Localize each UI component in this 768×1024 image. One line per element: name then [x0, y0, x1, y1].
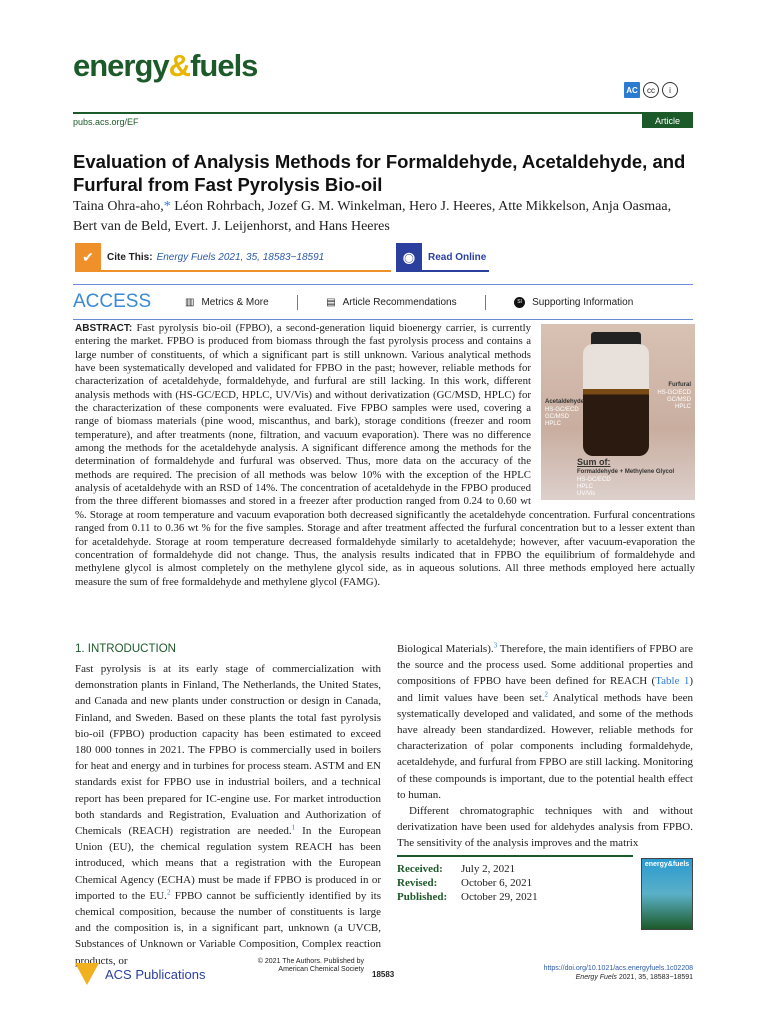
reference-link[interactable]: 2: [544, 689, 548, 698]
divider: [297, 295, 299, 310]
journal-cover-image[interactable]: [641, 858, 693, 930]
toc-graphic: [541, 324, 695, 500]
date-value: October 29, 2021: [461, 891, 538, 903]
jar-image: [583, 344, 649, 456]
text: FPBO cannot be sufficiently identified by its chemical composition, because the number of constituents is large and the composition is, in a significant part, unknown (a UVCB, Substances of Unknown or Variable Composition, Complex reaction products, or: [75, 889, 381, 967]
text: Biological Materials).: [397, 643, 494, 655]
acs-publications-logo[interactable]: [75, 963, 205, 985]
graphic-label: Acetaldehyde: [545, 399, 585, 405]
abstract-text: Fast pyrolysis bio-oil (FPBO), a second-generation liquid bioenergy carrier, is currently entering the market. FPBO is produced from biomass through the fast pyrolysis process and contains a large number of constituents, of which a significant part is still unknown. Various analytical methods have been systematically developed and validated for FPBO in the past; however, reliable methods for characterization of acetaldehyde, formaldehyde, and furfural are still lacking. In this work, different analysis methods with (HS-GC/ECD, HPLC, UV/Vis) and without derivatization (GC/MSD, HPLC) for the characterization of these components were evaluated. Five FPBO samples were used, covering a range of biomass materials (pine wood, miscanthus, and bark), storage conditions (freezer and room temperature), and after treatments (none, filtration, and vacuum evaporation). There was no difference among the methods for the acetaldehyde analysis. A significant difference among the methods for the determination of formaldehyde and furfural was observed. Thus, more data on the accuracy of the methods are required. The precision of all methods was below 10% with the exception of the HPLC analysis of acetaldehyde with an RSD of 14%. The concentration of acetaldehyde in the FPBO produced from the three different biomasses and stored in a freezer after production ranged from 0.24 to 0.60 wt %. Storage at room temperature and vacuum evaporation both decreased significantly the acetaldehyde concentration. Furfural concentrations ranged from 0.11 to 0.36 wt % for the five samples. Storage and after treatment affected the furfural concentration but to a lesser extent than for acetaldehyde. Storage at room temperature decreased formaldehyde similarly to acetaldehyde; however, after vacuum-evaporation the concentration of formaldehyde did not change. Thus, the analysis results indicated that in FPBO the equilibrium of formaldehyde and methylene glycol is almost completely on the methylene glycol side, as in aqueous solutions. All three methods employed here actually measure the sum of free formaldehyde and methylene glycol (FAMG).: [75, 322, 695, 588]
acs-authorchoice-icon[interactable]: AC: [624, 82, 640, 98]
si-icon: SI: [514, 297, 525, 308]
logo-text: energy: [73, 48, 169, 83]
corresponding-author-marker[interactable]: *: [163, 199, 171, 214]
acs-logo-icon: [75, 963, 99, 985]
text: ) and limit values have been set.: [397, 675, 693, 704]
paragraph: Different chromatographic techniques with and without derivatization have been used for aldehydes analysis from FPBO. The sensitivity of the analysis improves and the matrix: [397, 805, 693, 850]
journal-logo: [73, 48, 257, 84]
text: Fast pyrolysis is at its early stage of commercialization with demonstration plants in Finland, The Netherlands, the United States, and Canada and new plants under construction or design in Canada, Finland, and Sweden. Based on these plants the total fast pyrolysis bio-oil (FPBO) production capacity has been estimated to exceed 180 000 tonnes in 2021. The FPBO is commercially used in boilers for heat and energy and in turbines for process steam. ASTM and EN standards exist for FPBO use in industrial boilers, and a technical report has been prepared for IC-engine use. For market introduction both standards and Registration, Evaluation and Authorization of Chemicals (REACH) registration are needed.: [75, 663, 381, 838]
abstract: [75, 322, 695, 589]
article-icon: ▤: [326, 296, 336, 308]
journal-site-link[interactable]: pubs.acs.org/EF: [73, 117, 139, 127]
authors: Léon Rohrbach, Jozef G. M. Winkelman, Hero J. Heeres, Atte Mikkelson, Anja Oasmaa, Bert van de Beld, Evert. J. Leijenhorst, and Hans Heeres: [73, 199, 672, 234]
abstract-label: ABSTRACT:: [75, 323, 133, 334]
date-value: October 6, 2021: [461, 877, 533, 889]
recommendations-link[interactable]: [326, 297, 456, 308]
author-list: [73, 197, 693, 237]
globe-icon: ◉: [396, 243, 422, 271]
cover-text: fuels: [672, 861, 690, 868]
cover-text: &: [667, 861, 673, 868]
recommendations-label: Article Recommendations: [342, 296, 457, 308]
graphic-label: HS-GC/ECD GC/MSD HPLC: [657, 390, 691, 410]
logo-amp: &: [168, 48, 191, 83]
cite-reference[interactable]: Energy Fuels 2021, 35, 18583−18591: [156, 251, 325, 263]
cc-icon[interactable]: cc: [643, 82, 659, 98]
access-bar: [73, 284, 693, 320]
article-title: Evaluation of Analysis Methods for Formaldehyde, Acetaldehyde, and Furfural from Fast Pyrolysis Bio-oil: [73, 151, 686, 195]
date-label: Revised:: [397, 877, 438, 889]
logo-text: fuels: [190, 48, 258, 83]
graphic-label: Sum of:: [577, 457, 611, 467]
reference-link[interactable]: 2: [166, 888, 171, 897]
read-online-button[interactable]: [396, 244, 489, 272]
divider: [485, 295, 487, 310]
article-type-badge: Article: [642, 114, 693, 128]
checkmark-icon: ✔: [75, 243, 101, 271]
date-label: Published:: [397, 891, 448, 903]
graphic-label: HS-GC/ECD GC/MSD HPLC: [545, 407, 579, 427]
doi-block: [470, 964, 693, 982]
bar-chart-icon: ▥: [185, 296, 195, 308]
reference-link[interactable]: 3: [493, 641, 498, 650]
header-rule: [73, 112, 693, 114]
publication-dates: [397, 855, 633, 904]
paragraph: [75, 661, 381, 969]
graphic-label: Formaldehyde + Methylene Glycol: [577, 469, 675, 475]
metrics-label: Metrics & More: [201, 296, 269, 308]
access-label: ACCESS: [73, 291, 152, 312]
copyright: © 2021 The Authors. Published by American Chemical Society: [257, 958, 364, 973]
publisher-name: ACS Publications: [105, 966, 206, 982]
author: Taina Ohra-aho,: [73, 199, 164, 214]
metrics-link[interactable]: [185, 297, 269, 308]
cover-text: energy: [644, 861, 668, 868]
text: Therefore, the main identifiers of FPBO are the source and the process used. Some additional properties and compositions of FPBO have been defined for REACH (: [397, 643, 694, 688]
journal-ref: Energy Fuels: [575, 974, 617, 981]
license-icons: [624, 82, 678, 98]
attribution-icon[interactable]: i: [662, 82, 678, 98]
right-column: [397, 641, 693, 852]
read-online-label: Read Online: [428, 251, 487, 263]
text: In the European Union (EU), the chemical regulation system REACH has been introduced, which means that a registration with the European Chemical Agency (ECHA) must be made if FPBO is produced in or imported to the EU.: [75, 825, 381, 902]
cite-this-bar[interactable]: [75, 244, 391, 272]
graphic-label: Furfural: [668, 382, 691, 388]
date-value: July 2, 2021: [461, 863, 516, 875]
left-column: [75, 661, 381, 969]
section-heading: 1. INTRODUCTION: [75, 643, 176, 655]
text: Analytical methods have been systematically developed and validated, and some of the methods have already been standardized. However, reliable methods for characterization of polar components including formaldehyde, acetaldehyde, and furfural from FPBO are still lacking. Monitoring of these compounds is important, due to the potential health effect to human.: [397, 691, 693, 801]
supporting-info-link[interactable]: [514, 297, 633, 308]
journal-ref-details: 2021, 35, 18583−18591: [616, 974, 693, 981]
date-label: Received:: [397, 863, 443, 875]
cite-label: Cite This:: [107, 251, 153, 263]
doi-link[interactable]: https://doi.org/10.1021/acs.energyfuels.1c02208: [543, 965, 693, 972]
supporting-label: Supporting Information: [532, 296, 634, 308]
graphic-label: HS-GC/ECD HPLC UV/Vis: [577, 477, 611, 497]
reference-link[interactable]: 1: [291, 823, 296, 832]
page-number: 18583: [372, 970, 395, 979]
table-link[interactable]: Table 1: [655, 675, 690, 688]
paragraph: [397, 641, 693, 803]
